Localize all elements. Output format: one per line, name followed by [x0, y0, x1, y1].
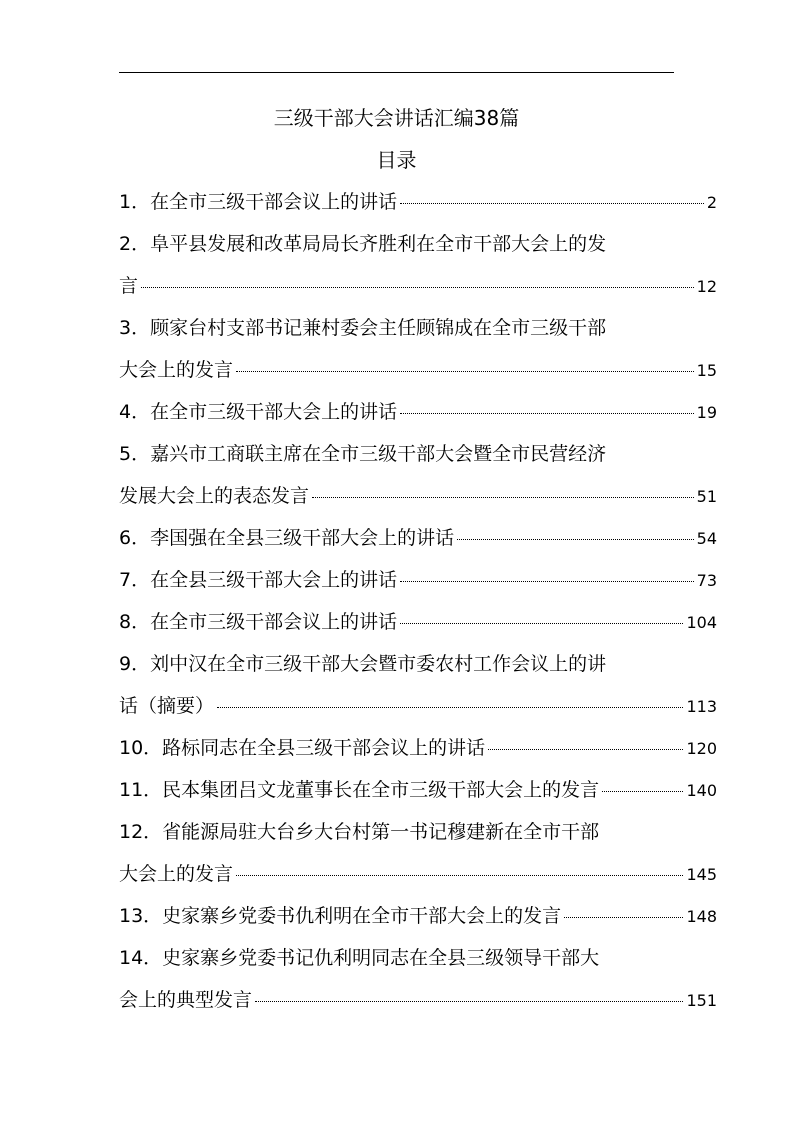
- dot-leader: [564, 917, 683, 918]
- toc-entry-text: 10．路标同志在全县三级干部会议上的讲话: [119, 737, 486, 759]
- toc-entry-line: [119, 895, 717, 937]
- toc-entry[interactable]: [119, 181, 717, 223]
- toc-entry[interactable]: [119, 307, 717, 391]
- toc-entry-line: [119, 517, 717, 559]
- toc-entry-text: 4．在全市三级干部大会上的讲话: [119, 401, 398, 423]
- toc-entry-line: [119, 223, 717, 265]
- toc-entry-line: [119, 979, 717, 1021]
- table-of-contents: [119, 181, 717, 1021]
- dot-leader: [400, 623, 683, 624]
- toc-entry[interactable]: [119, 727, 717, 769]
- toc-entry[interactable]: [119, 811, 717, 895]
- toc-entry-text: 14．史家寨乡党委书记仇利明同志在全县三级领导干部大: [119, 947, 600, 969]
- dot-leader: [400, 413, 694, 414]
- dot-leader: [141, 287, 694, 288]
- toc-entry-line: [119, 643, 717, 685]
- dot-leader: [400, 581, 694, 582]
- toc-page-number: 113: [686, 697, 717, 716]
- toc-entry-text: 1．在全市三级干部会议上的讲话: [119, 191, 398, 213]
- toc-entry-line: [119, 937, 717, 979]
- toc-page-number: 151: [686, 991, 717, 1010]
- toc-page-number: 12: [696, 277, 717, 296]
- toc-entry[interactable]: [119, 559, 717, 601]
- toc-page-number: 145: [686, 865, 717, 884]
- toc-heading: 目录: [376, 148, 417, 172]
- toc-entry-line: [119, 391, 717, 433]
- toc-entry[interactable]: [119, 769, 717, 811]
- toc-entry-line: [119, 727, 717, 769]
- toc-entry-line: [119, 601, 717, 643]
- dot-leader: [255, 1001, 683, 1002]
- toc-entry-line: [119, 265, 717, 307]
- toc-page-number: 140: [686, 781, 717, 800]
- dot-leader: [488, 749, 683, 750]
- document-title: 三级干部大会讲话汇编38篇: [273, 106, 520, 130]
- toc-page-number: 54: [696, 529, 717, 548]
- toc-page-number: 73: [696, 571, 717, 590]
- toc-page-number: 2: [706, 193, 717, 212]
- dot-leader: [602, 791, 683, 792]
- toc-entry-line: [119, 349, 717, 391]
- toc-entry-text: 会上的典型发言: [119, 989, 253, 1011]
- toc-entry-text: 言: [119, 275, 139, 297]
- toc-entry[interactable]: [119, 517, 717, 559]
- toc-entry[interactable]: [119, 223, 717, 307]
- toc-entry-text: 6．李国强在全县三级干部大会上的讲话: [119, 527, 455, 549]
- toc-page-number: 104: [686, 613, 717, 632]
- toc-entry-text: 13．史家寨乡党委书仇利明在全市干部大会上的发言: [119, 905, 562, 927]
- toc-entry[interactable]: [119, 895, 717, 937]
- toc-entry-line: [119, 559, 717, 601]
- toc-entry-text: 8．在全市三级干部会议上的讲话: [119, 611, 398, 633]
- dot-leader: [236, 875, 683, 876]
- dot-leader: [457, 539, 694, 540]
- toc-entry-text: 大会上的发言: [119, 359, 234, 381]
- toc-page-number: 148: [686, 907, 717, 926]
- toc-entry-line: [119, 685, 717, 727]
- toc-entry-text: 2．阜平县发展和改革局局长齐胜利在全市干部大会上的发: [119, 233, 607, 255]
- toc-entry-line: [119, 769, 717, 811]
- toc-entry-line: [119, 853, 717, 895]
- toc-page-number: 120: [686, 739, 717, 758]
- toc-entry-line: [119, 181, 717, 223]
- dot-leader: [217, 707, 683, 708]
- dot-leader: [312, 497, 694, 498]
- toc-entry-text: 9．刘中汉在全市三级干部大会暨市委农村工作会议上的讲: [119, 653, 607, 675]
- toc-entry-text: 3．顾家台村支部书记兼村委会主任顾锦成在全市三级干部: [119, 317, 607, 339]
- toc-page-number: 51: [696, 487, 717, 506]
- dot-leader: [400, 203, 704, 204]
- toc-entry[interactable]: [119, 391, 717, 433]
- toc-entry-text: 11．民本集团吕文龙董事长在全市三级干部大会上的发言: [119, 779, 600, 801]
- toc-entry-text: 话（摘要）: [119, 695, 215, 717]
- toc-entry-line: [119, 475, 717, 517]
- toc-entry[interactable]: [119, 643, 717, 727]
- toc-page-number: 19: [696, 403, 717, 422]
- toc-entry[interactable]: [119, 601, 717, 643]
- toc-entry-text: 发展大会上的表态发言: [119, 485, 310, 507]
- toc-entry[interactable]: [119, 937, 717, 1021]
- toc-entry[interactable]: [119, 433, 717, 517]
- toc-entry-text: 大会上的发言: [119, 863, 234, 885]
- toc-entry-line: [119, 307, 717, 349]
- header-rule: [119, 72, 674, 73]
- toc-entry-line: [119, 433, 717, 475]
- toc-entry-text: 7．在全县三级干部大会上的讲话: [119, 569, 398, 591]
- toc-entry-line: [119, 811, 717, 853]
- toc-page-number: 15: [696, 361, 717, 380]
- toc-entry-text: 5．嘉兴市工商联主席在全市三级干部大会暨全市民营经济: [119, 443, 607, 465]
- dot-leader: [236, 371, 694, 372]
- toc-entry-text: 12．省能源局驻大台乡大台村第一书记穆建新在全市干部: [119, 821, 600, 843]
